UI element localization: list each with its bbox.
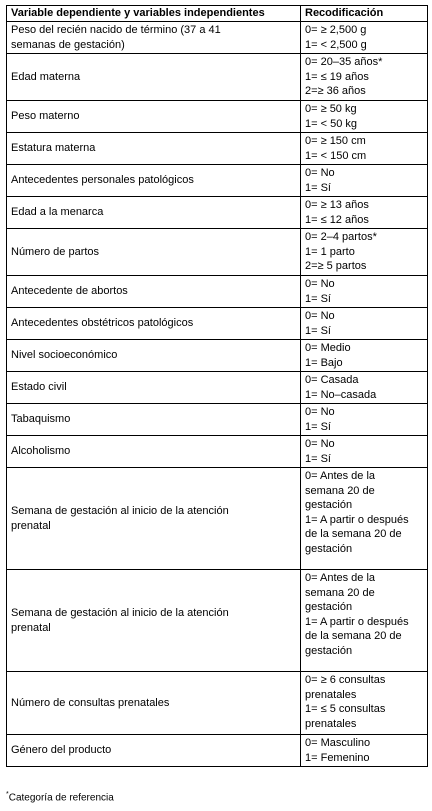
recoding-value: 1= Sí (305, 292, 331, 305)
recoding-cell (301, 468, 428, 570)
recoding-value: gestación (305, 601, 353, 613)
variable-label: Peso del recién nacido de término (37 a 41 (11, 24, 221, 36)
header-recodificacion: Recodificación (301, 6, 428, 22)
variable-cell (7, 468, 301, 570)
recoding-cell (301, 372, 428, 404)
variable-cell (7, 22, 301, 54)
recoding-value: 0= No (305, 406, 335, 418)
variable-cell (7, 197, 301, 229)
variable-cell (7, 165, 301, 197)
recoding-value: 0= ≥ 50 kg (305, 103, 357, 115)
recoding-value: de la semana 20 de (305, 630, 402, 642)
recoding-value: 0= Casada (305, 374, 359, 386)
variable-label: Alcoholismo (11, 445, 71, 458)
table-row (7, 229, 428, 276)
variable-label: Semana de gestación al inicio de la atención (11, 505, 229, 517)
recoding-value: gestación (305, 644, 353, 657)
recoding-value: 1= Sí (305, 452, 331, 465)
recoding-value: 1= Bajo (305, 356, 343, 369)
variable-cell (7, 404, 301, 436)
recoding-cell (301, 276, 428, 308)
table-row (7, 340, 428, 372)
variable-label: Antecedentes personales patológicos (11, 174, 194, 187)
table-row (7, 197, 428, 229)
recoding-value: 0= No (305, 167, 335, 179)
recoding-value: 0= 20–35 años* (305, 56, 383, 68)
variable-label: Género del producto (11, 744, 112, 757)
table-row (7, 308, 428, 340)
recoding-value: 1= 1 parto (305, 245, 355, 258)
recoding-value: 0= No (305, 310, 335, 322)
recoding-value: 0= No (305, 278, 335, 290)
recoding-cell (301, 133, 428, 165)
footnote-text: Categoría de referencia (8, 792, 114, 804)
variable-label: prenatal (11, 519, 51, 532)
variable-label: Nivel socioeconómico (11, 349, 118, 362)
recoding-value: 1= Sí (305, 181, 331, 194)
recoding-value: 0= ≥ 150 cm (305, 135, 366, 147)
recoding-value: 1= Femenino (305, 751, 370, 764)
recoding-cell (301, 197, 428, 229)
variable-label: Antecedentes obstétricos patológicos (11, 317, 194, 330)
table-row (7, 22, 428, 54)
variable-label: prenatal (11, 621, 51, 634)
recoding-cell (301, 101, 428, 133)
recoding-cell (301, 22, 428, 54)
recoding-value: semana 20 de (305, 586, 375, 599)
recoding-value: 0= ≥ 13 años (305, 199, 369, 211)
variable-label: Semana de gestación al inicio de la atención (11, 607, 229, 619)
variable-cell (7, 276, 301, 308)
recoding-value: 2=≥ 36 años (305, 85, 366, 97)
variable-cell (7, 340, 301, 372)
table-row (7, 735, 428, 767)
recoding-cell (301, 570, 428, 672)
recoding-cell (301, 165, 428, 197)
recoding-value: 0= Medio (305, 342, 351, 354)
recoding-value: 0= No (305, 438, 335, 450)
table-row (7, 372, 428, 404)
recoding-value: 1= < 150 cm (305, 149, 367, 162)
variable-cell (7, 735, 301, 767)
variable-label: Peso materno (11, 110, 80, 123)
recoding-value: 1= ≤ 12 años (305, 213, 369, 226)
variable-cell (7, 101, 301, 133)
variable-label: Edad a la menarca (11, 206, 104, 219)
recoding-value: gestación (305, 499, 353, 511)
recoding-value: prenatales (305, 688, 357, 701)
recoding-value: de la semana 20 de (305, 528, 402, 540)
recoding-value: 0= ≥ 6 consultas (305, 674, 386, 686)
recoding-value: prenatales (305, 717, 357, 730)
recoding-value: 1= No–casada (305, 388, 377, 401)
table-row (7, 54, 428, 101)
variable-label: Edad materna (11, 70, 81, 83)
table-row (7, 468, 428, 570)
table-row (7, 133, 428, 165)
recoding-value: semana 20 de (305, 484, 375, 497)
recoding-cell (301, 436, 428, 468)
variable-cell (7, 308, 301, 340)
footnote-marker: * (6, 791, 9, 798)
variable-label: Número de partos (11, 245, 100, 258)
table-row (7, 436, 428, 468)
recoding-value: 1= ≤ 5 consultas (305, 703, 386, 715)
variable-label: Estado civil (11, 381, 67, 394)
recoding-cell (301, 735, 428, 767)
table-body (7, 22, 428, 767)
recoding-value: 1= < 50 kg (305, 117, 357, 130)
recoding-value: 1= ≤ 19 años (305, 70, 369, 83)
variable-cell (7, 672, 301, 735)
recoding-value: 0= Antes de la (305, 572, 376, 584)
recoding-value: 0= Antes de la (305, 470, 376, 482)
variable-label: semanas de gestación) (11, 38, 125, 51)
header-variables: Variable dependiente y variables independientes (7, 6, 301, 22)
recoding-cell (301, 404, 428, 436)
recoding-value: 1= < 2,500 g (305, 38, 367, 51)
recoding-value: 1= A partir o después (305, 513, 409, 526)
recoding-value: 1= Sí (305, 420, 331, 433)
recoding-cell (301, 340, 428, 372)
variable-cell (7, 436, 301, 468)
table-row (7, 165, 428, 197)
recoding-cell (301, 672, 428, 735)
table-header-row (7, 6, 428, 22)
recoding-value: 0= ≥ 2,500 g (305, 24, 367, 36)
recoding-value: 0= 2–4 partos* (305, 231, 377, 243)
variable-cell (7, 229, 301, 276)
variable-label: Número de consultas prenatales (11, 696, 170, 709)
variable-cell (7, 54, 301, 101)
variable-label: Tabaquismo (11, 413, 71, 426)
table-row (7, 404, 428, 436)
table-row (7, 101, 428, 133)
footnote (6, 788, 114, 804)
recoding-cell (301, 229, 428, 276)
recoding-value: 1= Sí (305, 324, 331, 337)
variable-label: Estatura materna (11, 142, 96, 155)
table-row (7, 276, 428, 308)
variable-cell (7, 133, 301, 165)
recoding-value: 2=≥ 5 partos (305, 260, 367, 272)
recoding-value: 0= Masculino (305, 737, 371, 749)
recoding-cell (301, 308, 428, 340)
variable-cell (7, 372, 301, 404)
recoding-cell (301, 54, 428, 101)
recoding-value: gestación (305, 542, 353, 555)
variable-label: Antecedente de abortos (11, 285, 128, 298)
table-row (7, 672, 428, 735)
variable-cell (7, 570, 301, 672)
recoding-table (6, 5, 428, 767)
recoding-value: 1= A partir o después (305, 615, 409, 628)
table-row (7, 570, 428, 672)
